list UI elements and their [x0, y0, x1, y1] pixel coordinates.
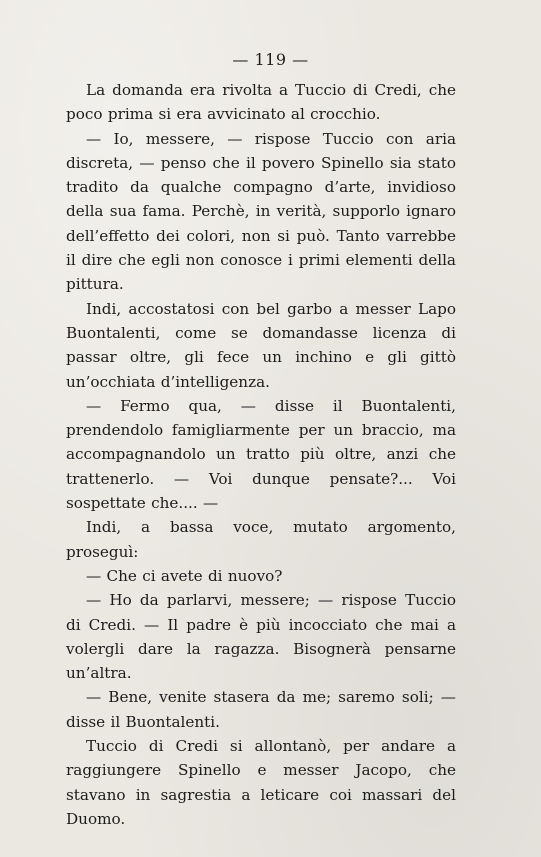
paragraph: La domanda era rivolta a Tuccio di Credi, che poco prima si era avvicinato al crocchio. [66, 81, 456, 124]
paragraph: — Che ci avete di nuovo? [86, 566, 283, 585]
paragraph: — Io, messere, — rispose Tuccio con aria discreta, — penso che il povero Spinello sia stato tradito da qualche compagno d’arte, invidioso della sua fama. Perchè, in verità, supporlo ignaro dell’effetto dei colori, non si può. Tanto varrebbe il dire che egli non conosce i primi elementi della pittura. [66, 129, 456, 294]
paragraph: — Fermo qua, — disse il Buontalenti, prendendolo famigliarmente per un braccio, ma accompagnandolo un tratto più oltre, anzi che trattenerlo. — Voi dunque pensate?... Voi sospettate che.... — [66, 396, 456, 513]
paragraph: Tuccio di Credi si allontanò, per andare a raggiungere Spinello e messer Jacopo, che stavano in sagrestia a leticare coi massari del Duomo. [66, 737, 456, 828]
paragraph: — Ho da parlarvi, messere; — rispose Tuccio di Credi. — Il padre è più incocciato che mai a volergli dare la ragazza. Bisognerà pensarne un’altra. [66, 591, 456, 683]
body-text [66, 78, 456, 831]
page-number: — 119 — [232, 50, 309, 69]
paragraph: Indi, a bassa voce, mutato argomento, proseguì: [66, 518, 456, 561]
paragraph: — Bene, venite stasera da me; saremo soli; — disse il Buontalenti. [66, 688, 456, 731]
paragraph: Indi, accostatosi con bel garbo a messer Lapo Buontalenti, come se domandasse licenza di passar oltre, gli fece un inchino e gli gittò un’occhiata d’intelligenza. [66, 299, 456, 391]
